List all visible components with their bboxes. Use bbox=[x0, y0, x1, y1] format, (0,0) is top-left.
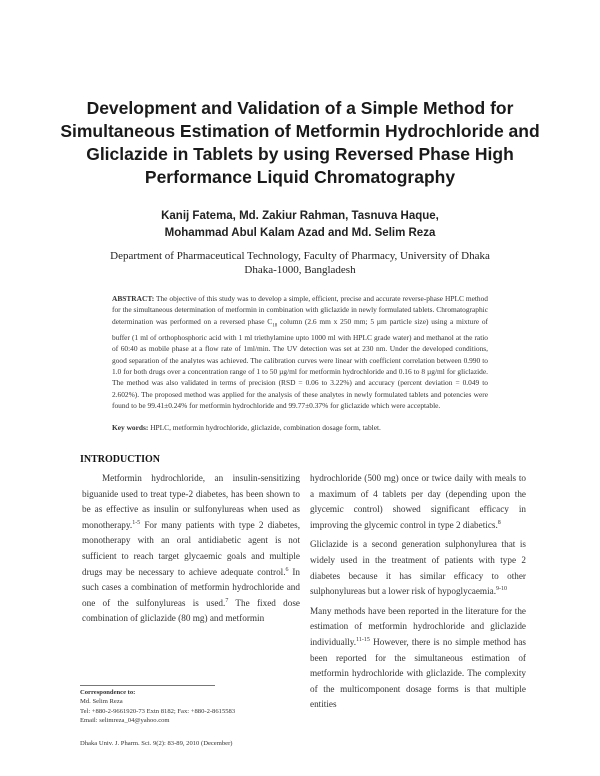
journal-citation: Dhaka Univ. J. Pharm. Sci. 9(2): 83-89, 2010 (December) bbox=[80, 740, 233, 747]
correspondence-block bbox=[80, 688, 305, 725]
text-span: However, there is no simple method has been reported for the simultaneous estimation of metformin hydrochloride with gliclazide. The complexity of the multicomponent dosage forms is that multiple entities bbox=[310, 636, 526, 710]
text-span: In such cases a combination of metformin hydrochloride and one of the sulfonylureas is used. bbox=[82, 566, 301, 608]
section-heading-introduction: INTRODUCTION bbox=[80, 454, 161, 465]
abstract-text-b: column (2.6 mm x 250 mm; 5 µm particle size) using a mixture of buffer (1 ml of orthophosphoric acid with 1 ml triethylamine upto 1000 ml with HPLC grade water) and methanol at the ratio of 60:40 as mobile phase at a flow rate of 1ml/min. The UV detection was set at 230 nm. Under the developed conditions, good separation of the analytes was achieved. The calibration curves were linear with coefficient correlation between 0.990 to 1.0 for both drugs over a concentration range of 1 to 50 µg/ml for metformin hydrochloride and 0.16 to 8 µg/ml for gliclazide. The method was also validated in terms of precision (RSD = 0.06 to 3.22%) and accuracy (percent deviation = 0.049 to 2.602%). The proposed method was applied for the analysis of these analytes in newly formulated tablets and potencies were found to be 99.41±0.24% for metformin hydrochloride and 99.77±0.37% for gliclazide which were acceptable. bbox=[112, 316, 488, 411]
text-span: For many patients with type 2 diabetes, monotherapy with an oral antidiabetic agent is not sufficient to reach target glycaemic goals and multiple drugs may be necessary to achieve adequate control. bbox=[82, 519, 300, 577]
correspondence-name: Md. Selim Reza bbox=[80, 698, 123, 706]
paper-title: Development and Validation of a Simple Method for Simultaneous Estimation of Metformin Hydrochloride and Gliclazide in Tablets by using Reversed Phase High Performance Liquid Chromatography bbox=[60, 98, 540, 187]
affiliation-line-2: Dhaka-1000, Bangladesh bbox=[244, 264, 356, 276]
citation-ref: 1-5 bbox=[132, 519, 141, 526]
intro-paragraph-2 bbox=[310, 537, 526, 599]
keywords-text: HPLC, metformin hydrochloride, gliclazide, combination dosage form, tablet. bbox=[148, 423, 381, 432]
abstract-text-a: The objective of this study was to develop a simple, efficient, precise and accurate reverse-phase HPLC method for the simultaneous determination of metformin in combination with gliclazide in newly formulated tablets. Chromatographic determination was performed on a reversed phase C bbox=[112, 294, 488, 326]
author-line-1: Kanij Fatema, Md. Zakiur Rahman, Tasnuva Haque, bbox=[161, 210, 439, 222]
abstract bbox=[112, 293, 488, 412]
abstract-subscript: 18 bbox=[272, 323, 278, 329]
intro-paragraph-1-continued bbox=[310, 471, 526, 533]
footnote-divider bbox=[80, 685, 215, 686]
citation-ref: 9-10 bbox=[496, 586, 508, 593]
keywords bbox=[112, 422, 488, 433]
text-span: The fixed dose combination of gliclazide (80 mg) and metformin bbox=[82, 597, 300, 624]
text-span: Metformin hydrochloride, an insulin-sensitizing biguanide used to treat type-2 diabetes, has been shown to be as effective as insulin or sulfonylureas when used as monotherapy. bbox=[82, 473, 300, 530]
body-column-right bbox=[310, 471, 526, 717]
correspondence-tel: Tel: +880-2-9661920-73 Extn 8182; Fax: +880-2-8615583 bbox=[80, 707, 236, 715]
intro-paragraph-3 bbox=[310, 604, 526, 713]
affiliation-line-1: Department of Pharmaceutical Technology, Faculty of Pharmacy, University of Dhaka bbox=[110, 250, 490, 262]
author-list bbox=[100, 208, 500, 242]
intro-paragraph-1 bbox=[82, 471, 300, 627]
text-span: Many methods have been reported in the literature for the estimation of metformin hydrochloride and gliclazide individually. bbox=[310, 605, 526, 647]
citation-ref: 8 bbox=[497, 519, 501, 526]
correspondence-label: Correspondence to: bbox=[80, 689, 136, 696]
correspondence-email: Email: selimreza_04@yahoo.com bbox=[80, 716, 170, 724]
abstract-label: ABSTRACT: bbox=[112, 294, 155, 303]
text-span: Gliclazide is a second generation sulphonylurea that is widely used in the treatment of patients with type 2 diabetes because it has similar efficacy to other sulphonylureas but a lower risk of hypoglycaemia. bbox=[310, 539, 526, 597]
citation-ref: 11-15 bbox=[356, 636, 370, 643]
body-column-left bbox=[82, 471, 300, 631]
keywords-label: Key words: bbox=[112, 423, 149, 432]
affiliation bbox=[110, 249, 490, 277]
citation-ref: 6 bbox=[285, 566, 289, 573]
author-line-2: Mohammad Abul Kalam Azad and Md. Selim Reza bbox=[164, 227, 436, 239]
citation-ref: 7 bbox=[225, 597, 229, 604]
text-span: hydrochloride (500 mg) once or twice daily with meals to a maximum of 4 tablets per day (depending upon the glycemic control) showed significant efficacy in improving the glycemic control in type 2 diabetics. bbox=[310, 473, 526, 530]
